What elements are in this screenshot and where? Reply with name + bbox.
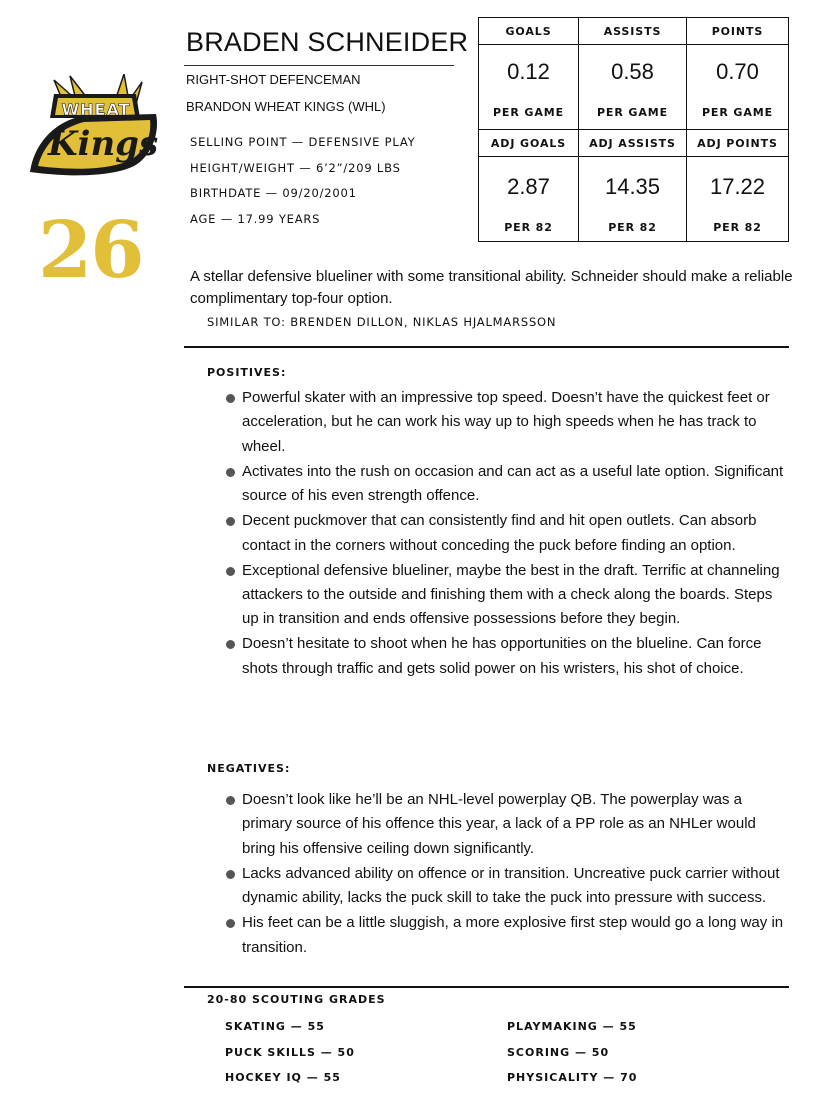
- player-facts: [190, 134, 415, 237]
- stat-cell: [579, 45, 687, 130]
- logo-text-top: WHEAT: [61, 100, 131, 119]
- stat-unit: PER 82: [608, 221, 657, 234]
- bullet-icon: [226, 567, 235, 576]
- negative-text: Lacks advanced ability on offence or in transition. Uncreative puck carrier without dynamic ability, lacks the puck skill to take the puck into pressure with success.: [242, 864, 780, 907]
- grades-divider: [184, 986, 789, 988]
- player-team: BRANDON WHEAT KINGS (WHL): [186, 99, 386, 114]
- grade-physicality: PHYSICALITY — 70: [507, 1071, 638, 1084]
- stat-header: ADJ GOALS: [479, 130, 579, 157]
- positive-text: Activates into the rush on occasion and can act as a useful late option. Significant source of his even strength offence.: [242, 462, 784, 505]
- positive-text: Powerful skater with an impressive top speed. Doesn’t have the quickest feet or acceleration, but he can work his way up to high speeds when he has track to wheel.: [242, 389, 770, 455]
- stat-unit: PER 82: [713, 221, 762, 234]
- stat-unit: PER 82: [504, 221, 553, 234]
- negative-text: Doesn’t look like he’ll be an NHL-level powerplay QB. The powerplay was a primary source of his offence this year, a lack of a PP role as an NHLer would bring his offensive ceiling down significantly.: [242, 791, 756, 857]
- stat-value: 2.87: [507, 174, 550, 199]
- positive-text: Exceptional defensive blueliner, maybe the best in the draft. Terrific at channeling attackers to the outside and finishing them with a check along the boards. Steps up in transition and ends offensive possessions before they begin.: [242, 561, 780, 628]
- player-name: BRADEN SCHNEIDER: [186, 27, 469, 57]
- similar-players: SIMILAR TO: BRENDEN DILLON, NIKLAS HJALMARSSON: [207, 315, 557, 329]
- fact-height-weight: HEIGHT/WEIGHT — 6’2”/209 LBS: [190, 160, 401, 175]
- stat-header: ASSISTS: [579, 18, 687, 45]
- bullet-icon: [226, 468, 235, 477]
- jersey-number: 26: [38, 205, 143, 296]
- positives-list: [224, 386, 789, 682]
- negative-text: His feet can be a little sluggish, a more explosive first step would go a long way in transition.: [242, 914, 784, 956]
- list-item: [224, 911, 789, 960]
- section-divider: [184, 346, 789, 348]
- fact-age: AGE — 17.99 YEARS: [190, 212, 321, 227]
- stat-value: 14.35: [604, 174, 661, 199]
- logo-text-main: Kings: [48, 124, 159, 164]
- grade-puck-skills: PUCK SKILLS — 50: [225, 1046, 355, 1059]
- positives-heading: POSITIVES:: [207, 366, 287, 379]
- stat-value: 17.22: [709, 174, 766, 199]
- list-item: [224, 788, 789, 861]
- stat-unit: PER GAME: [701, 106, 774, 119]
- negatives-list: [224, 788, 789, 961]
- list-item: [224, 460, 789, 509]
- player-position: RIGHT-SHOT DEFENCEMAN: [186, 72, 361, 87]
- stat-unit: PER GAME: [492, 106, 565, 119]
- negatives-heading: NEGATIVES:: [207, 762, 291, 775]
- list-item: [224, 862, 789, 911]
- stat-cell: [479, 45, 579, 130]
- grade-playmaking: PLAYMAKING — 55: [507, 1020, 637, 1033]
- stat-value: 0.70: [716, 59, 759, 84]
- stat-header: ADJ ASSISTS: [579, 130, 687, 157]
- positive-text: Decent puckmover that can consistently find and hit open outlets. Can absorb contact in the corners without conceding the puck before finding an option.: [242, 512, 757, 554]
- bullet-icon: [226, 870, 235, 879]
- stat-header: POINTS: [687, 18, 789, 45]
- bullet-icon: [226, 517, 235, 526]
- stat-value: 0.12: [507, 59, 550, 84]
- stat-header: GOALS: [479, 18, 579, 45]
- bullet-icon: [226, 796, 235, 805]
- stat-value: 0.58: [611, 59, 654, 84]
- bullet-icon: [226, 640, 235, 649]
- stat-unit: PER GAME: [596, 106, 669, 119]
- list-item: [224, 632, 789, 681]
- stats-table: [478, 17, 789, 242]
- stat-cell: [579, 157, 687, 242]
- stat-header: ADJ POINTS: [687, 130, 789, 157]
- stat-cell: [687, 45, 789, 130]
- fact-birthdate: BIRTHDATE — 09/20/2001: [190, 186, 357, 201]
- grades-heading: 20-80 SCOUTING GRADES: [207, 993, 386, 1006]
- stat-cell: [479, 157, 579, 242]
- positive-text: Doesn’t hesitate to shoot when he has opportunities on the blueline. Can force shots through traffic and gets solid power on his wristers, his shot of choice.: [242, 635, 762, 677]
- team-logo: [24, 74, 166, 184]
- grade-skating: SKATING — 55: [225, 1020, 325, 1033]
- grade-hockey-iq: HOCKEY IQ — 55: [225, 1071, 341, 1084]
- bullet-icon: [226, 919, 235, 928]
- bullet-icon: [226, 394, 235, 403]
- list-item: [224, 386, 789, 459]
- player-summary: A stellar defensive blueliner with some transitional ability. Schneider should make a reliable complimentary top-four option.: [190, 268, 793, 307]
- grade-scoring: SCORING — 50: [507, 1046, 610, 1059]
- list-item: [224, 559, 789, 632]
- list-item: [224, 509, 789, 558]
- stat-cell: [687, 157, 789, 242]
- name-divider: [184, 65, 454, 66]
- fact-selling-point: SELLING POINT — DEFENSIVE PLAY: [190, 135, 416, 149]
